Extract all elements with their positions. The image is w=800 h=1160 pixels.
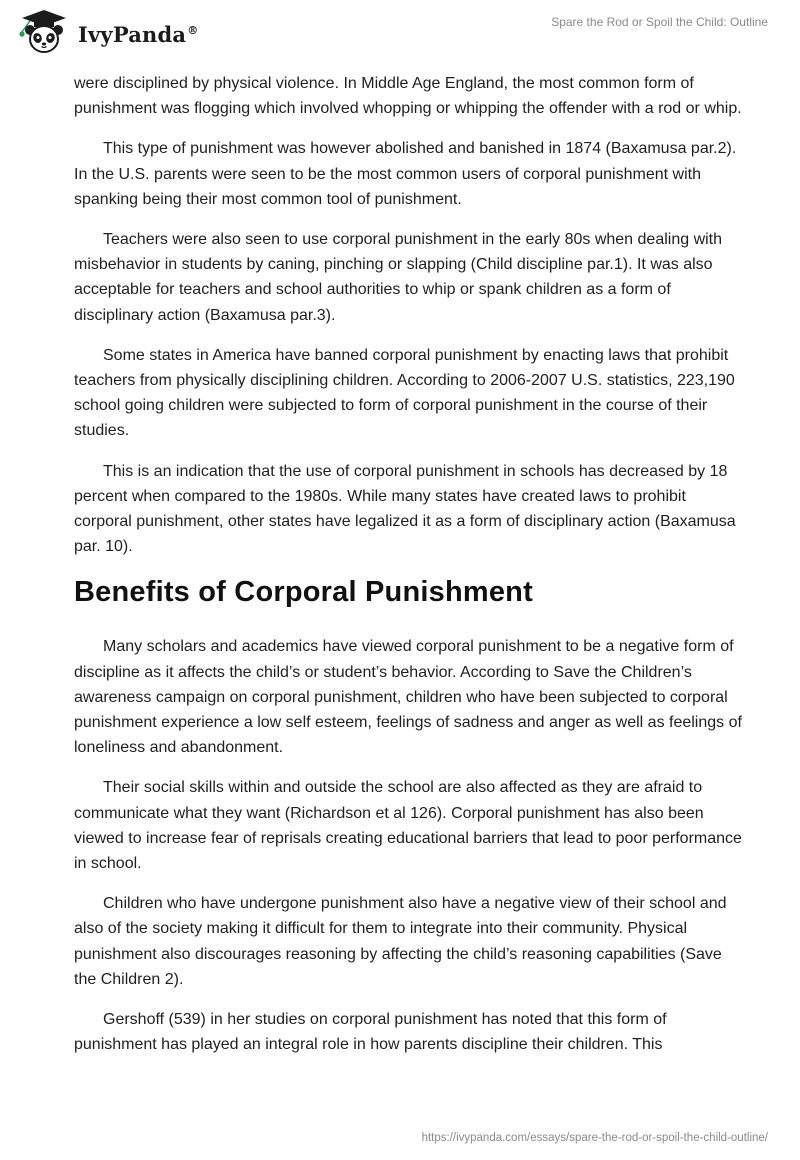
page-header xyxy=(0,0,800,70)
paragraph: This is an indication that the use of corporal punishment in schools has decreased by 18 percent when compared to the 1980s. While many states have created laws to prohibit corporal punishment, other states have legalized it as a form of disciplinary action (Baxamusa par. 10). xyxy=(74,462,736,556)
paragraph: Children who have undergone punishment also have a negative view of their school and also of the society making it difficult for them to integrate into their community. Physical punishment also discourages reasoning by affecting the child’s reasoning capabilities (Save the Children 2). xyxy=(74,895,727,988)
paragraph: Some states in America have banned corporal punishment by enacting laws that prohibit teachers from physically disciplining children. According to 2006-2007 U.S. statistics, 223,190 school going children were subjected to form of corporal punishment in the course of their studies. xyxy=(74,346,735,440)
source-url[interactable]: https://ivypanda.com/essays/spare-the-rod-or-spoil-the-child-outline/ xyxy=(421,1132,768,1144)
registered-mark: ® xyxy=(187,23,199,37)
essay-content xyxy=(74,71,744,1073)
paragraph: Many scholars and academics have viewed corporal punishment to be a negative form of discipline as it affects the child’s or student’s behavior. According to Save the Children’s awareness campaign on corporal punishment, children who have been subjected to corporal punishment experience a low self esteem, feelings of sadness and anger as well as feelings of loneliness and abandonment. xyxy=(74,638,742,757)
paragraph: were disciplined by physical violence. In Middle Age England, the most common form of punishment was flogging which involved whopping or whipping the offender with a rod or whip. xyxy=(74,75,742,118)
logo-wordmark: IvyPanda xyxy=(78,21,187,47)
paragraph: Their social skills within and outside the school are also affected as they are afraid to communicate what they want (Richardson et al 126). Corporal punishment has also been viewed to increase fear of reprisals creating educational barriers that lead to poor performance in school. xyxy=(74,779,742,873)
paragraph: This type of punishment was however abolished and banished in 1874 (Baxamusa par.2). In the U.S. parents were seen to be the most common users of corporal punishment with spanking being their most common tool of punishment. xyxy=(74,140,737,208)
panda-graduation-cap-icon xyxy=(16,8,72,56)
document-title: Spare the Rod or Spoil the Child: Outline xyxy=(551,15,768,29)
logo[interactable] xyxy=(16,8,198,56)
paragraph: Teachers were also seen to use corporal punishment in the early 80s when dealing with misbehavior in students by caning, pinching or slapping (Child discipline par.1). It was also acceptable for teachers and school authorities to whip or spank children as a form of disciplinary action (Baxamusa par.3). xyxy=(74,231,723,324)
logo-text xyxy=(78,22,198,47)
paragraph: Gershoff (539) in her studies on corporal punishment has noted that this form of punishment has played an integral role in how parents discipline their children. This xyxy=(74,1011,667,1054)
section-heading: Benefits of Corporal Punishment xyxy=(74,576,533,609)
